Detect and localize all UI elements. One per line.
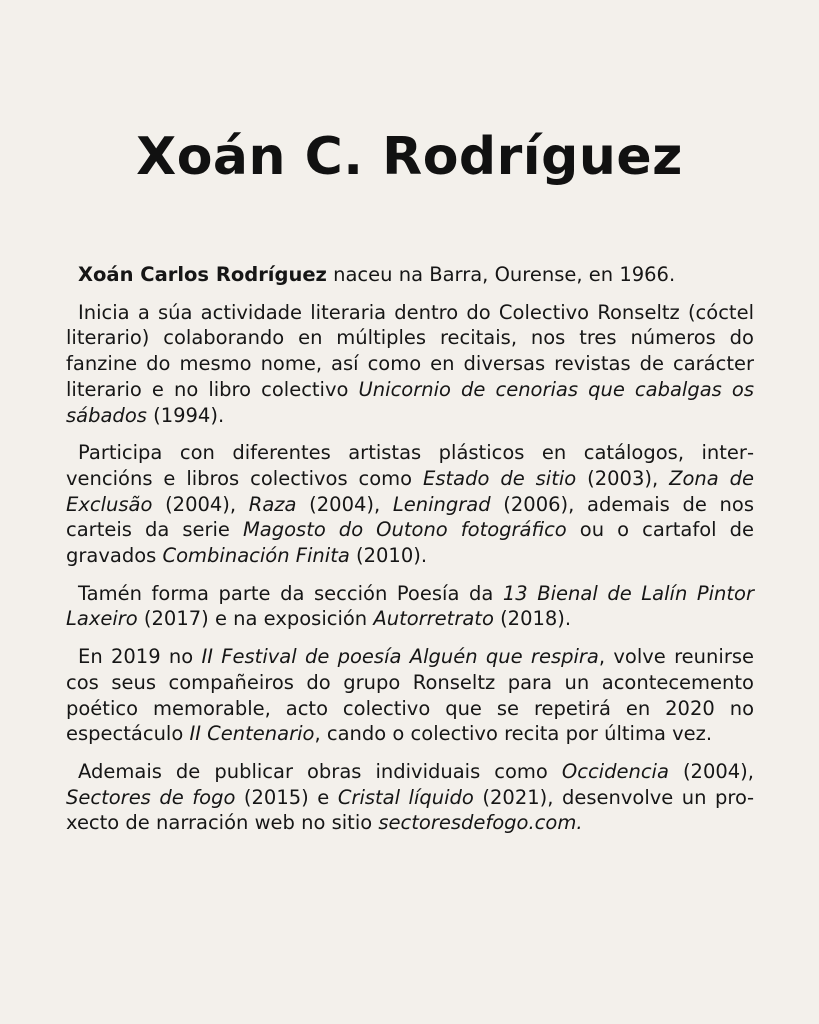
text-run: ou o cartafol de gravados — [66, 518, 755, 568]
text-run: (2003), — [576, 466, 670, 490]
paragraph — [66, 581, 754, 632]
italic-text: Estado de sitio — [423, 466, 577, 490]
text-run: , cando o colectivo recita por última vez. — [314, 722, 713, 746]
italic-text: Autorretrato — [373, 607, 494, 631]
biography-text — [66, 262, 754, 836]
text-run: Tamén forma parte da sección Poesía da — [78, 581, 503, 605]
bold-text: Xoán Carlos Rodríguez — [78, 263, 327, 286]
italic-text: Magosto do Outono fotográfico — [242, 518, 567, 542]
italic-text: sectoresdefogo.com. — [378, 811, 583, 835]
italic-text: Zona de Exclusão — [66, 466, 755, 516]
text-run: (2004), — [668, 759, 754, 783]
italic-text: Raza — [248, 492, 297, 516]
italic-text: 13 Bienal de Lalín Pintor Laxeiro — [66, 581, 755, 631]
italic-text: II Centenario — [189, 722, 315, 746]
text-run: Ademais de publicar obras individuais como — [78, 759, 562, 783]
text-run: (2017) e na exposición — [137, 607, 374, 631]
text-run: En 2019 no — [78, 645, 202, 669]
text-run: (2006), ademais de nos carteis da serie — [66, 492, 755, 542]
italic-text: Occidencia — [561, 759, 669, 783]
paragraph — [66, 300, 754, 429]
text-run: (2004), — [296, 492, 393, 516]
text-run: (2010). — [349, 544, 428, 568]
page-title: Xoán C. Rodríguez — [136, 127, 683, 187]
text-run: , volve reunirse cos seus compañeiros do grupo Ronseltz para un acontecemento poético memorable, acto colectivo que se repetirá en 2020 no espectáculo — [66, 645, 754, 746]
paragraph — [66, 440, 754, 569]
italic-text: II Festival de poesía Alguén que respira — [201, 645, 599, 669]
italic-text: Unicornio de cenorias que cabalgas os sábados — [66, 377, 754, 427]
text-run: Inicia a súa actividade literaria dentro do Colectivo Ronseltz (cóctel literario) colaborando en múltiples recitais, nos tres números do fanzine do mesmo nome, así como en diversas revistas de carácter literario e no libro colectivo — [66, 300, 754, 401]
text-run: (2021), desenvolve un proxecto de narración web no sitio — [66, 785, 754, 835]
paragraph — [66, 759, 754, 836]
text-run: (2004), — [152, 492, 249, 516]
text-run: (1994). — [146, 403, 225, 427]
italic-text: Cristal líquido — [337, 785, 474, 809]
text-run: Participa con diferentes artistas plásticos en catálogos, intervencións e libros colectivos como — [66, 441, 754, 490]
text-run: naceu na Barra, Ourense, en 1966. — [326, 263, 676, 286]
paragraph — [66, 262, 754, 288]
paragraph — [66, 644, 754, 747]
italic-text: Combinación Finita — [162, 544, 350, 568]
text-run: (2018). — [493, 607, 572, 631]
text-run: (2015) e — [235, 785, 338, 809]
italic-text: Sectores de fogo — [66, 785, 236, 809]
italic-text: Leningrad — [392, 492, 491, 516]
